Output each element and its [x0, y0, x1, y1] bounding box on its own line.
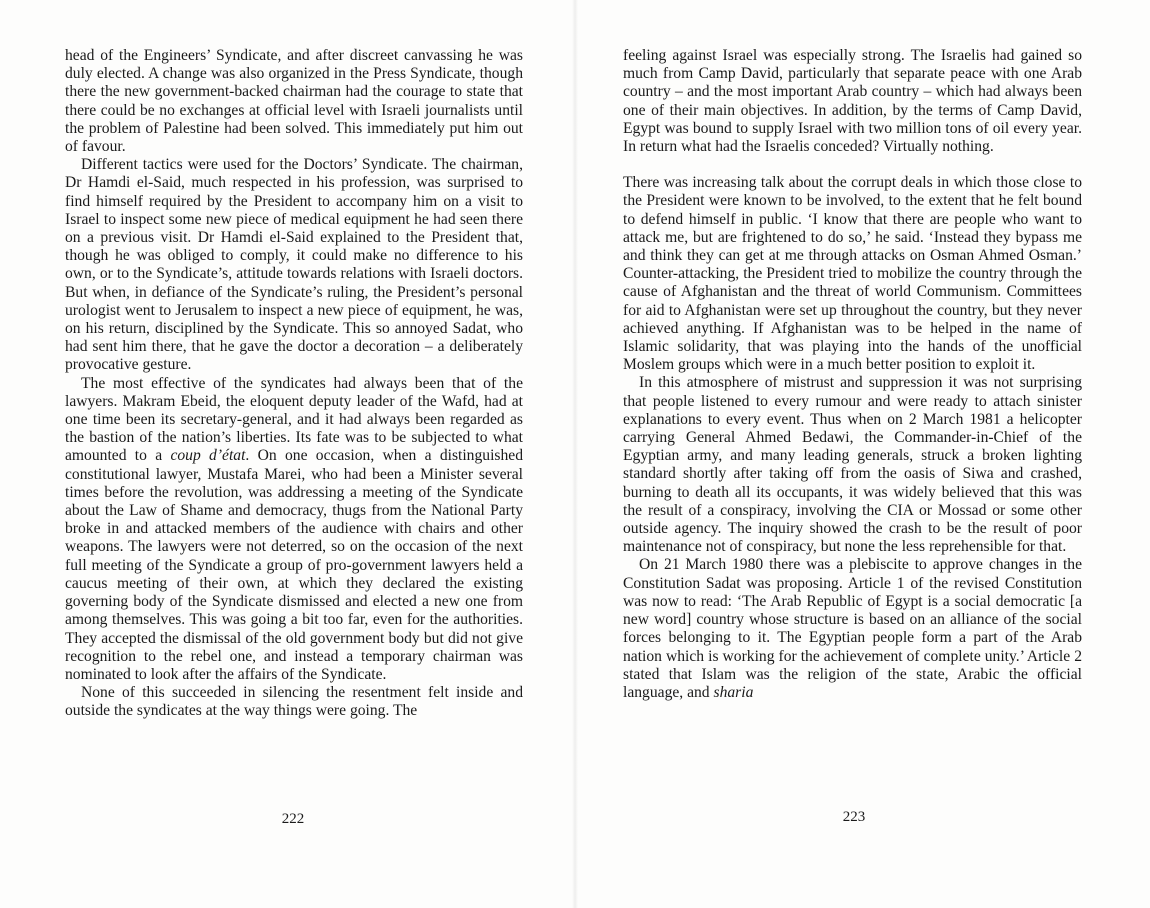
- page-number: 222: [281, 811, 305, 827]
- paragraph: There was increasing talk about the corrupt deals in which those close to the President were known to be involved, to the extent that he felt bound to defend himself in public. ‘I know that there are people who want to attack me, but are frightened to do so,’ he said. ‘Instead they bypass me and think they can get at me through attacks on Osman Ahmed Osman.’ Counter-attacking, the President tried to mobilize the country through the cause of Afghanistan and the threat of world Communism. Committees for aid to Afghanistan were set up throughout the country, but they never achieved anything. If Afghanistan was to be helped in the name of Islamic solidarity, that was playing into the hands of the unofficial Moslem groups which were in a much better position to exploit it.: [623, 174, 1082, 374]
- paragraph: None of this succeeded in silencing the resentment felt inside and outside the syndicates at the way things were going. The: [65, 684, 523, 720]
- italic-phrase: coup d’état: [170, 447, 246, 465]
- paragraph: Different tactics were used for the Doctors’ Syndicate. The chairman, Dr Hamdi el-Said, much respected in his profession, was surprised to find himself required by the President to accompany him on a visit to Israel to inspect some new piece of medical equipment he had seen there on a previous visit. Dr Hamdi el-Said explained to the President that, though he was obliged to comply, it could make no difference to his own, or to the Syndicate’s, attitude towards relations with Israeli doctors. But when, in defiance of the Syndicate’s ruling, the President’s personal urologist went to Jerusalem to inspect a new piece of equipment, he was, on his return, disciplined by the Syndicate. This so annoyed Sadat, who had sent him there, that he gave the doctor a decoration – a deliberately provocative gesture.: [65, 156, 523, 374]
- paragraph: head of the Engineers’ Syndicate, and after discreet canvassing he was duly elected. A change was also organized in the Press Syndicate, though there the new government-backed chairman had the courage to state that there could be no exchanges at official level with Israeli journalists until the problem of Palestine had been solved. This immediately put him out of favour.: [65, 47, 523, 156]
- paragraph: feeling against Israel was especially strong. The Israelis had gained so much from Camp David, particularly that separate peace with one Arab country – and the most important Arab country – which had always been one of their main objectives. In addition, by the terms of Camp David, Egypt was bound to supply Israel with two million tons of oil every year. In return what had the Israelis conceded? Virtually nothing.: [623, 47, 1082, 156]
- right-page-text: [623, 47, 1082, 702]
- paragraph: [65, 375, 523, 684]
- paragraph-text: The most effective of the syndicates had always been that of the lawyers. Makram Ebeid, the eloquent deputy leader of the Wafd, had at one time been its secretary-general, and it had always been regarded as the bastion of the nation’s liberties. Its fate was to be subjected to what amounted to a: [65, 374, 523, 465]
- right-page: [575, 0, 1150, 908]
- paragraph: [623, 556, 1082, 702]
- paragraph: In this atmosphere of mistrust and suppression it was not surprising that people listened to every rumour and were ready to attach sinister explanations to every event. Thus when on 2 March 1981 a helicopter carrying General Ahmed Bedawi, the Commander-in-Chief of the Egyptian army, and many leading generals, struck a broken lighting standard shortly after taking off from the oasis of Siwa and crashed, burning to death all its occupants, it was widely believed that this was the result of a conspiracy, involving the CIA or Mossad or some other outside agency. The inquiry showed the crash to be the result of poor maintenance not of conspiracy, but none the less reprehensible for that.: [623, 374, 1082, 556]
- left-page-text: [65, 47, 523, 721]
- italic-phrase: sharia: [713, 683, 754, 701]
- page-number: 223: [842, 809, 866, 825]
- paragraph-text: . On one occasion, when a distinguished constitutional lawyer, Mustafa Marei, who had been a Minister several times before the revolution, was addressing a meeting of the Syndicate about the Law of Shame and democracy, thugs from the National Party broke in and attacked members of the audience with chairs and other weapons. The lawyers were not deterred, so on the occasion of the next full meeting of the Syndicate a group of pro-government lawyers held a caucus meeting of their own, at which they declared the existing governing body of the Syndicate dismissed and elected a new one from among themselves. This was going a bit too far, even for the authorities. They accepted the dismissal of the old government body but did not give recognition to the rebel one, and instead a temporary chairman was nominated to look after the affairs of the Syndicate.: [65, 447, 523, 683]
- paragraph-text: On 21 March 1980 there was a plebiscite to approve changes in the Constitution Sadat was proposing. Article 1 of the revised Constitution was now to read: ‘The Arab Republic of Egypt is a social democratic [a new word] country whose structure is based on an alliance of the social forces belonging to it. The Egyptian people form a part of the Arab nation which is working for the achievement of complete unity.’ Article 2 stated that Islam was the religion of the state, Arabic the official language, and: [623, 556, 1082, 701]
